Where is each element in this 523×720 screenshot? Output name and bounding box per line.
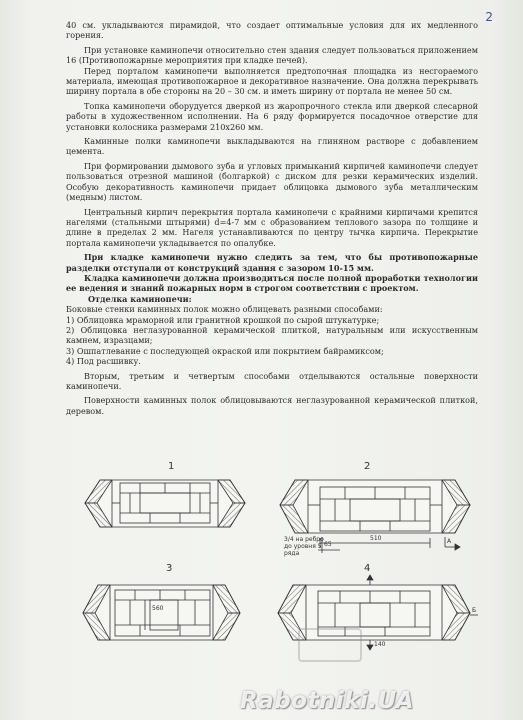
watermark: Rabotniki.UA	[240, 688, 415, 714]
paragraph: Вторым, третьим и четвертым способами отделываются остальные поверхности каминопечи.	[66, 370, 478, 391]
dimension-560: 560	[152, 605, 164, 612]
page-number: 2	[485, 10, 493, 24]
paragraph: Каминные полки каминопечи выкладываются на глиняном растворе с добавлением цемента.	[66, 136, 478, 157]
figure-label-3: 3	[166, 563, 173, 574]
list-item: 4) Под расшивку.	[66, 356, 141, 367]
faded-stamp	[298, 628, 362, 662]
figure-1	[85, 480, 245, 527]
brick-layout-diagrams	[0, 455, 523, 690]
paragraph: При установке каминопечи относительно стен здания следует пользоваться приложением 16 (Противопожарные мероприятия при кладке печей).	[66, 44, 478, 66]
annotation-quarter-brick: 3/4 на ребро до уровня 5 ряда	[284, 536, 324, 557]
paragraph: При формировании дымового зуба и угловых примыканий кирпичей каминопечи следует пользоваться отрезной машиной (болгаркой) с диском для резки керамических изделий. Особую декоративность каминопечи придает облицовка дымового зуба металлическим (медным) листом.	[66, 160, 478, 203]
list-item: 1) Облицовка мраморной или гранитной крошкой по сырой штукатурке;	[66, 314, 380, 325]
section-b-label: Б	[472, 607, 477, 614]
figure-label-4: 4	[364, 563, 371, 574]
paragraph: Поверхности каминных полок облицовываются неглазурованной керамической плиткой, деревом.	[66, 395, 478, 416]
paragraph: Перед порталом каминопечи выполняется предтопочная площадка из несгораемого материала, имеющая противопожарное и декоративное назначение. Она должна перекрывать ширину портала в обе стороны на 20 – 30 см. и иметь ширину от портала не менее 50 см.	[66, 65, 478, 97]
list-item: 2) Облицовка неглазурованной керамической плиткой, натуральным или искусственным камнем, изразцами;	[66, 324, 478, 346]
warning-paragraph: При кладке каминопечи нужно следить за тем, что бы противопожарные разделки отступали от конструкций здания с зазором 10-15 мм.	[66, 252, 478, 273]
diagrams-svg	[0, 455, 523, 690]
body-text	[66, 20, 478, 416]
paragraph: Боковые стенки каминных полок можно облицевать разными способами:	[66, 304, 383, 315]
dimension-65: 65	[324, 541, 332, 548]
figure-label-2: 2	[364, 461, 371, 472]
list-item: 3) Ошпатлевание с последующей окраской или покрытием байрамиксом;	[66, 345, 384, 356]
warning-paragraph: Кладка каминопечи должна производиться после полной проработки технологии ее ведения и знаний пожарных норм в строгом соответствии с проектом.	[66, 272, 478, 294]
paragraph: Центральный кирпич перекрытия портала каминопечи с крайними кирпичами крепится нагелями (стальными штырями) d=4-7 мм с образованием теплового зазора по толщине и длине в пределах 2 мм. Нагеля устанавливаются по центру тычка кирпича. Перекрытие портала каминопечи укладывается по опалубке.	[66, 206, 478, 248]
paragraph: 40 см. укладываются пирамидой, что создает оптимальные условия для их медленного горения.	[66, 20, 478, 41]
dimension-140: 140	[374, 641, 386, 648]
dimension-510: 510	[370, 535, 382, 542]
section-heading: Отделка каминопечи:	[88, 293, 192, 304]
paragraph: Топка каминопечи оборудуется дверкой из жаропрочного стекла или дверкой слесарной работы в художественном исполнении. На 6 ряду формируется посадочное отверстие для установки колосника размерами 210х260 мм.	[66, 100, 478, 132]
section-a-label: А	[447, 538, 452, 545]
figure-3	[83, 585, 240, 640]
figure-label-1: 1	[168, 461, 175, 472]
